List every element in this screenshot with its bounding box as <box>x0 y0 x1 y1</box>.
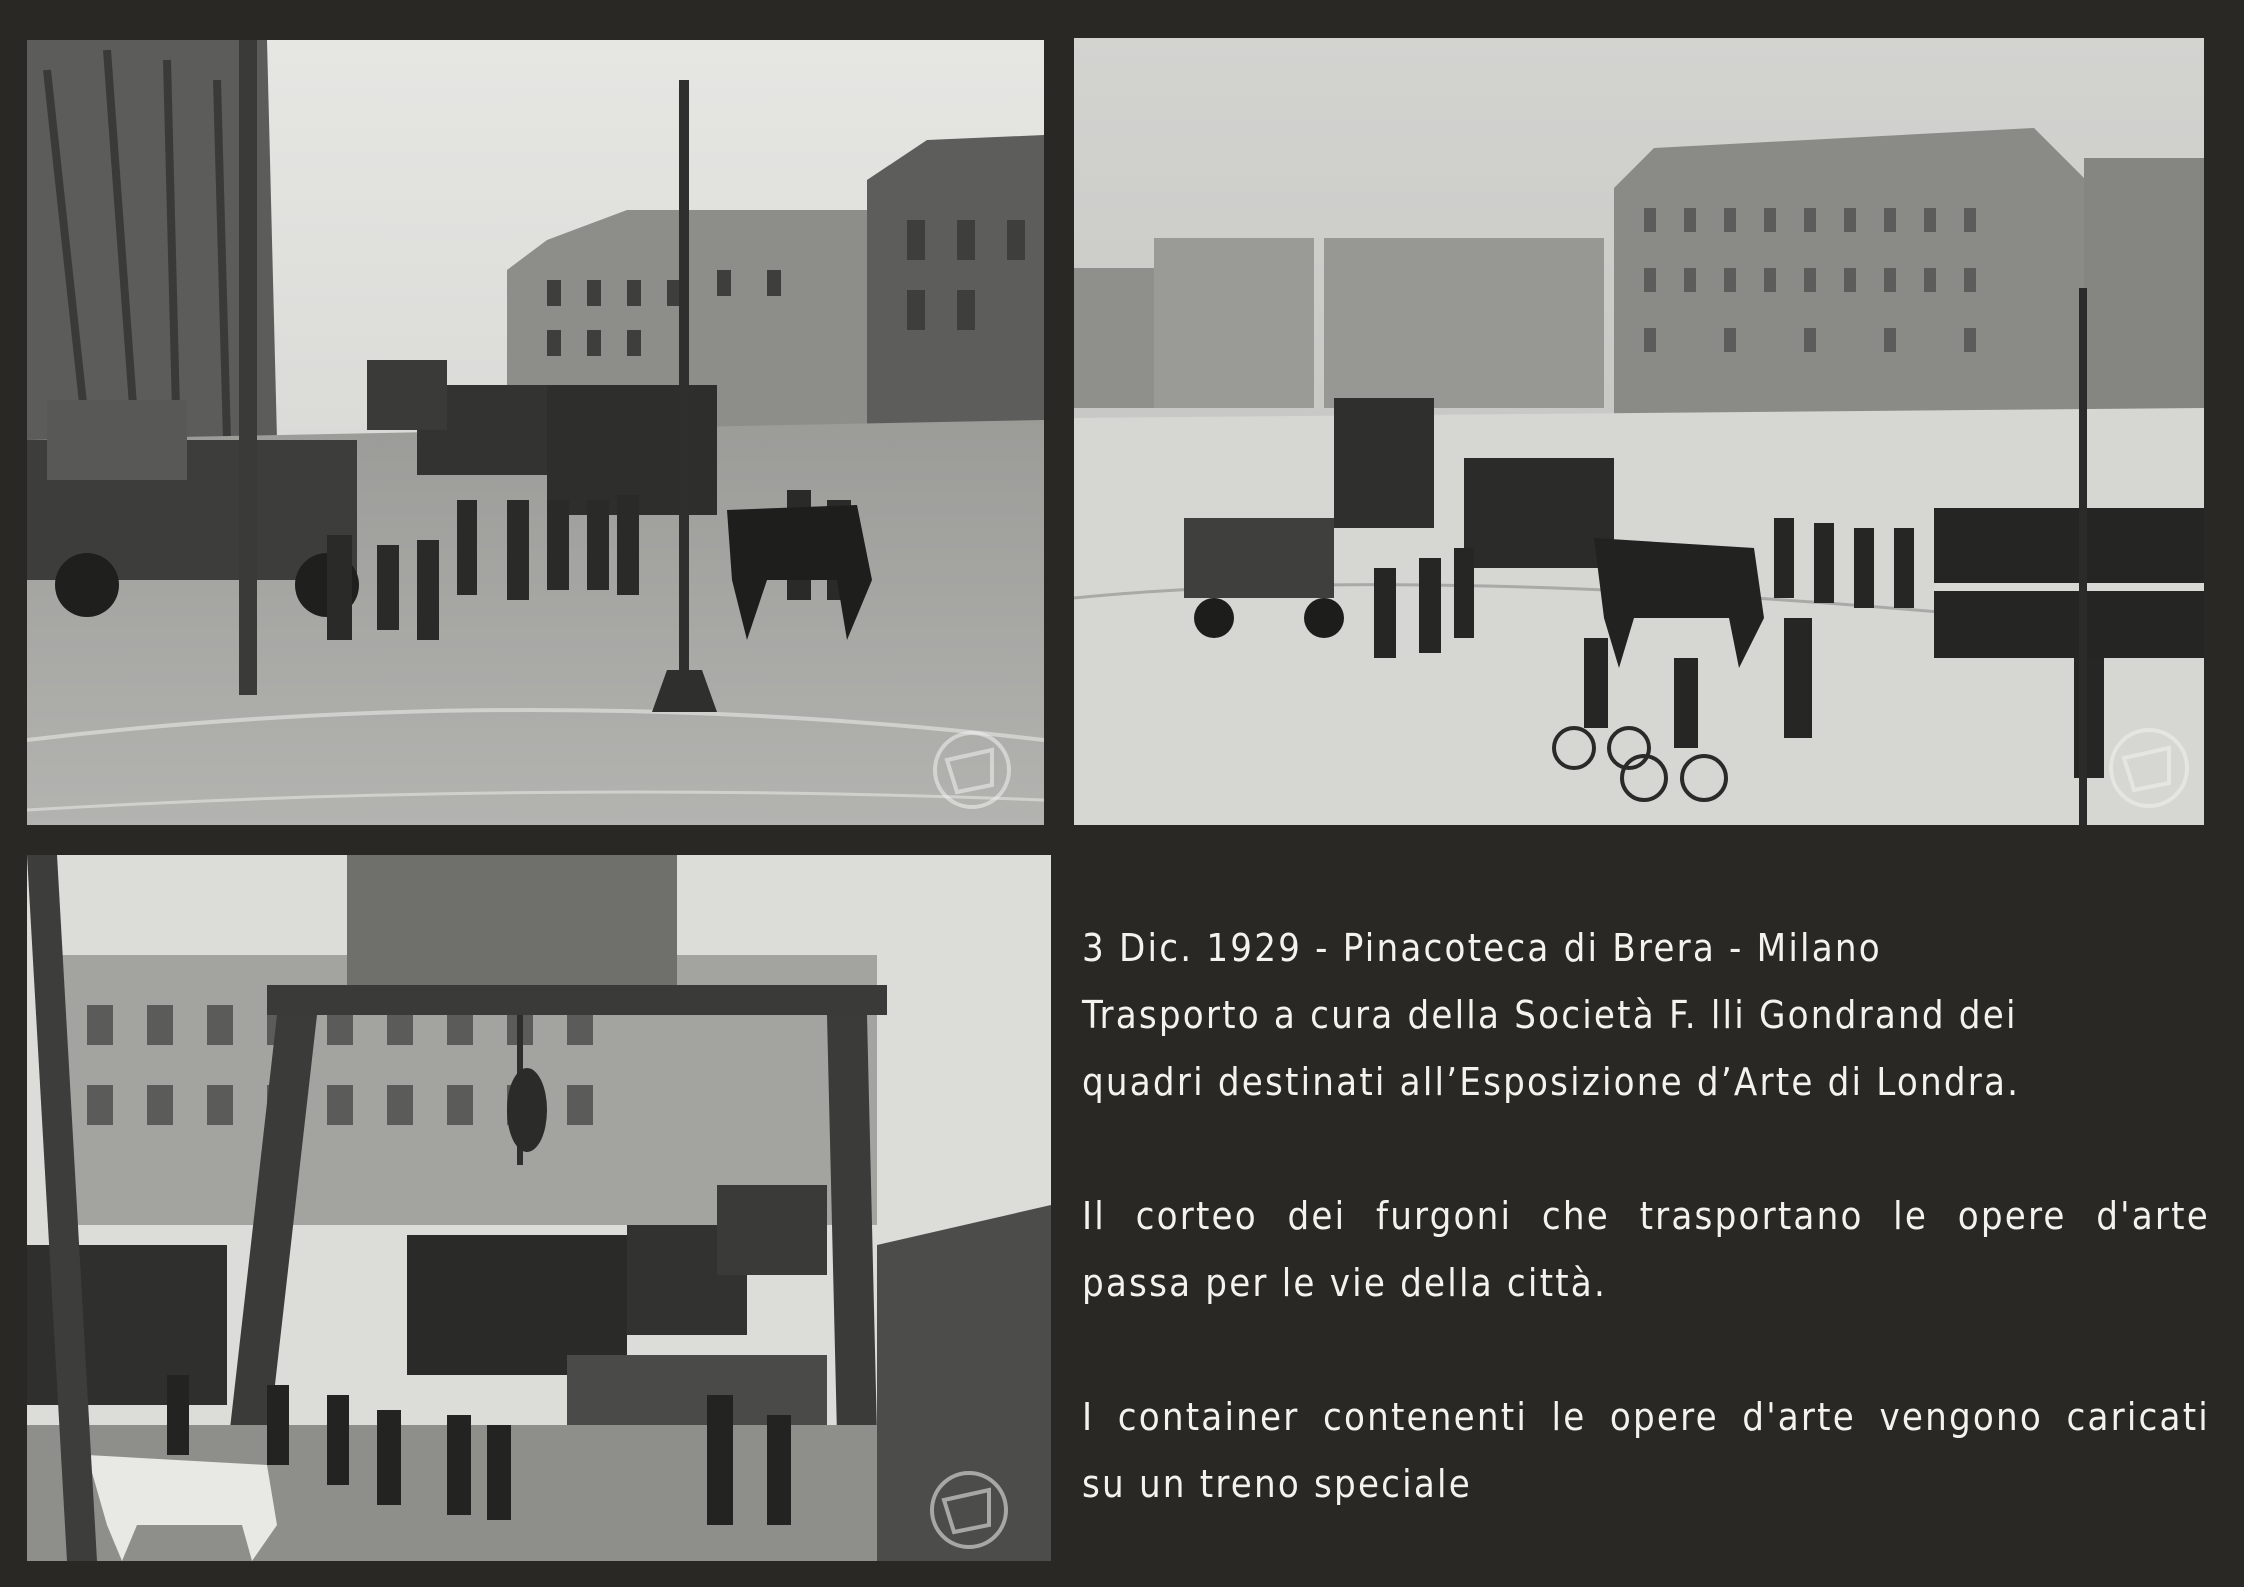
photo-street-convoy <box>27 40 1044 825</box>
caption-para3-line2: su un treno speciale <box>1082 1462 1472 1506</box>
caption-line-2: Trasporto a cura della Società F. lli Gondrand dei <box>1082 993 2018 1037</box>
caption-para3-line1: I container contenenti le opere d'arte vengono caricati <box>1082 1395 2210 1439</box>
caption-line-3: quadri destinati all’Esposizione d’Arte di Londra. <box>1082 1060 2021 1104</box>
caption-headline: 3 Dic. 1929 - Pinacoteca di Brera - Milano <box>1082 926 1882 970</box>
photo-crane-loading <box>27 855 1051 1561</box>
caption-para2-line2: passa per le vie della città. <box>1082 1261 1607 1305</box>
photo-square-convoy-image <box>1074 38 2204 825</box>
caption-para2-line1: Il corteo dei furgoni che trasportano le opere d'arte <box>1082 1194 2210 1238</box>
caption-text <box>1082 915 2210 1518</box>
photo-street-convoy-image <box>27 40 1044 825</box>
photo-crane-loading-image <box>27 855 1051 1561</box>
photo-square-convoy <box>1074 38 2204 825</box>
